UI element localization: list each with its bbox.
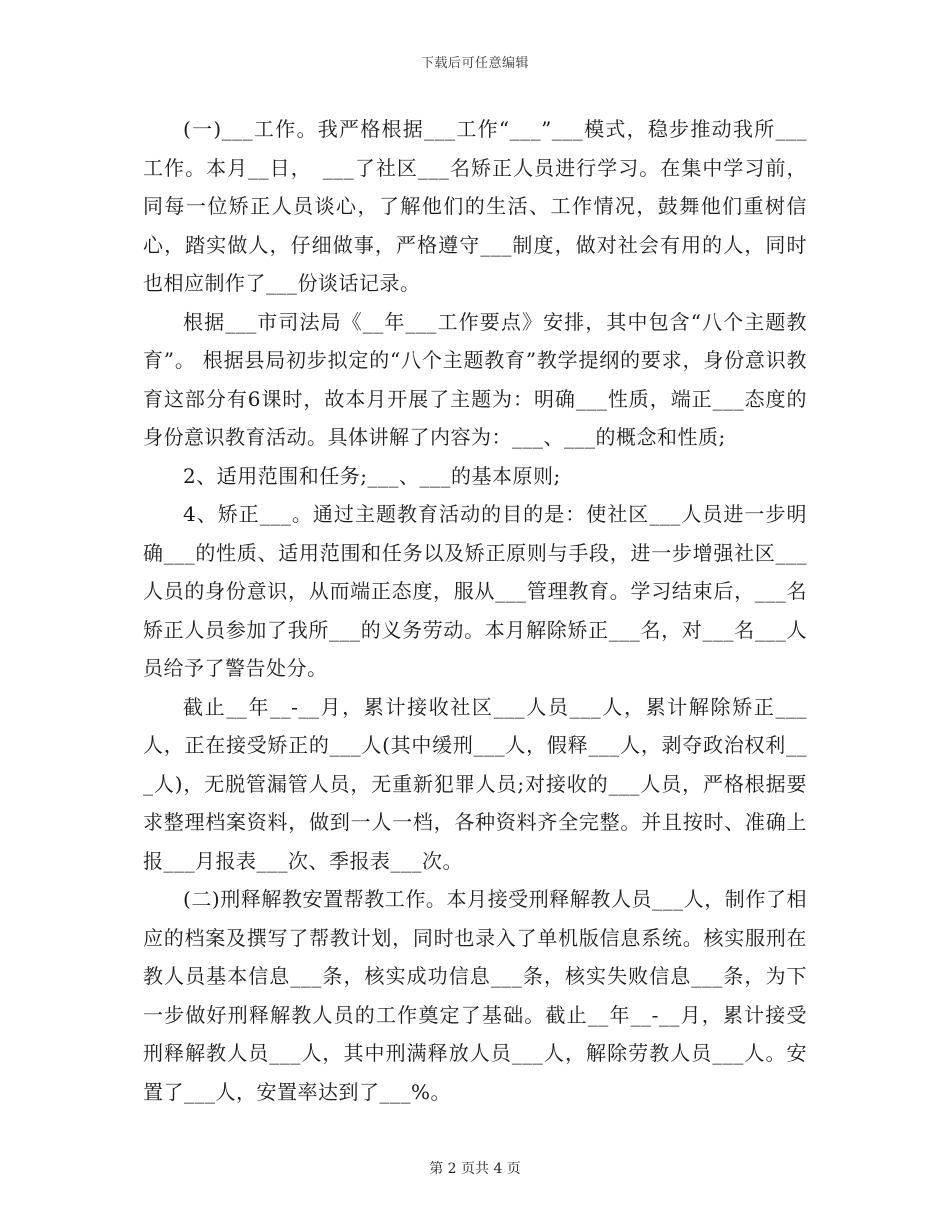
paragraph-4: 4、矫正___。通过主题教育活动的目的是：使社区___人员进一步明确___的性质、适用范围和任务以及矫正原则与手段，进一步增强社区___人员的身份意识，从而端正态度，服从___管理教育。学习结束后，___名矫正人员参加了我所___的义务劳动。本月解除矫正___名，对___名___人员给予了警告处分。: [143, 502, 807, 680]
paragraph-2: 根据___市司法局《__年___工作要点》安排，其中包含“八个主题教育”。 根据县局初步拟定的“八个主题教育”教学提纲的要求，身份意识教育这部分有6课时，故本月开展了主题为：明确___性质，端正___态度的身份意识教育活动。具体讲解了内容为：___、___的概念和性质;: [143, 309, 807, 449]
paragraph-3: 2、适用范围和任务;___、___的基本原则;: [183, 463, 561, 488]
page-footer: 第 2 页共 4 页: [429, 1161, 521, 1177]
paragraph-6: (二)刑释解教安置帮教工作。本月接受刑释解教人员___人，制作了相应的档案及撰写了帮教计划，同时也录入了单机版信息系统。核实服刑在教人员基本信息___条，核实成功信息___条，核实失败信息___条，为下一步做好刑释解教人员的工作奠定了基础。截止__年__-__月，累计接受刑释解教人员___人，其中刑满释放人员___人，解除劳教人员___人。安置了___人，安置率达到了___%。: [143, 887, 807, 1104]
page-header: 下载后可任意编辑: [420, 56, 529, 71]
paragraph-5: 截止__年__-__月，累计接收社区___人员___人，累计解除矫正___人，正在接受矫正的___人(其中缓刑___人，假释___人，剥夺政治权利___人)，无脱管漏管人员，无重新犯罪人员;对接收的___人员，严格根据要求整理档案资料，做到一人一档，各种资料齐全完整。并且按时、准确上报___月报表___次、季报表___次。: [143, 694, 807, 873]
paragraph-1: (一)___工作。我严格根据___工作“___”___模式，稳步推动我所___工作。本月__日， ___了社区___名矫正人员进行学习。在集中学习前，同每一位矫正人员谈心，了解他们的生活、工作情况，鼓舞他们重树信心，踏实做人，仔细做事，严格遵守___制度，做对社会有用的人，同时也相应制作了___份谈话记录。: [143, 117, 807, 295]
document-body: [143, 110, 807, 1111]
